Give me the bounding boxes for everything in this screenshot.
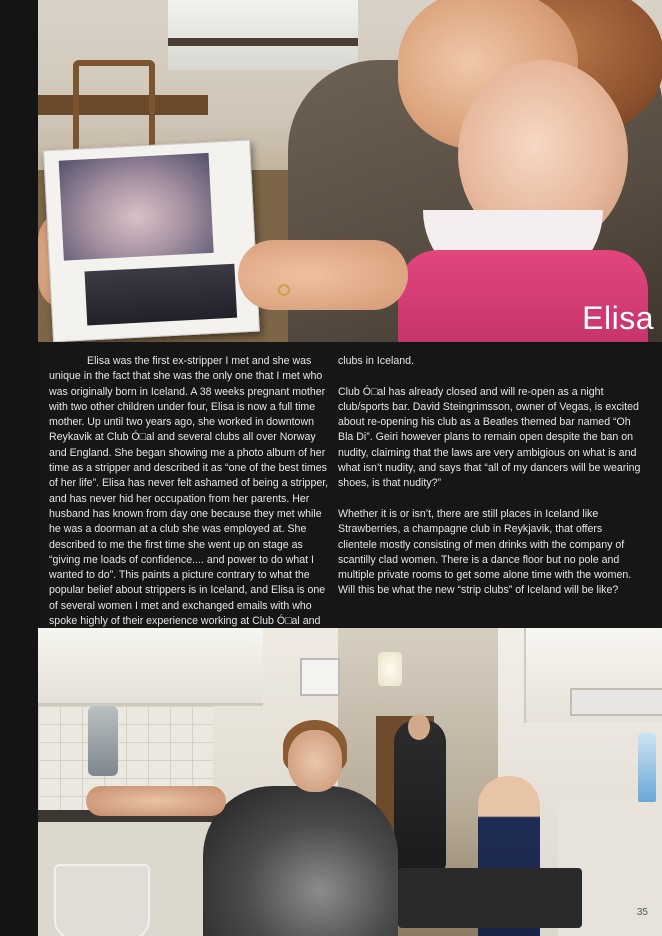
article-paragraph: Whether it is or isn’t, there are still places in Iceland like Strawberries, a champagne club in Reykjavik, that offers clientele mostly consisting of men drinks with the company of scantilly clad women. There is a dance floor but no pole and multiple private rooms to get some alone time with the women. Will this be what the new “strip clubs” of Iceland will be like? — [338, 507, 632, 597]
photo-album-picture-lower — [85, 264, 238, 326]
photo-chair — [73, 60, 155, 156]
photo-mother-and-baby — [38, 0, 662, 342]
article-body — [38, 342, 662, 628]
article-column-right — [338, 354, 642, 614]
photo-album — [43, 140, 260, 342]
photo-woman-body — [203, 786, 398, 936]
photo-microwave — [300, 658, 340, 696]
photo-upper-cabinets-left — [38, 628, 263, 706]
photo-chair-back — [398, 868, 582, 928]
photo-name-label: Elisa — [582, 300, 654, 336]
photo-album-picture — [59, 153, 214, 261]
photo-blender — [88, 706, 118, 776]
article-paragraph: clubs in Iceland. — [338, 355, 414, 367]
photo-kitchen-scene — [38, 628, 662, 936]
photo-woman-face — [288, 730, 342, 792]
article-paragraph — [49, 354, 332, 645]
page-number: 35 — [636, 907, 648, 918]
photo-man-holding-baby — [394, 720, 446, 870]
left-margin-band — [0, 0, 38, 936]
photo-mother-arm — [238, 240, 408, 310]
photo-window-frame — [168, 38, 358, 46]
photo-range-hood — [570, 688, 662, 716]
article-column-left — [49, 354, 332, 660]
photo-water-bottle — [638, 732, 656, 802]
photo-window — [168, 0, 358, 70]
photo-man-head — [408, 714, 430, 740]
article-paragraph-text: Elisa was the first ex-stripper I met and she was unique in the fact that she was the only one that I met who was originally born in Iceland. A 38 weeks pregnant mother with two other children under four, Elisa is now a full time mother. Up until two years ago, she worked in downtown Reykavik at Club Ó□al and several clubs all over Norway and England. She began showing me a photo album of her time as a stripper and described it as “one of the best times of her life”. Elisa has never felt ashamed of being a stripper, and has never hid her occupation from her parents. Her husband has known from day one because they met while he was a doorman at a club she was employed at. She described to me the first time she went up on stage as “giving me loads of confidence.... and power to do what I wanted to do”. This paints a picture contrary to what the popular belief about strippers is in Iceland, and Elisa is one of several women I met and exchanged emails with who spoke highly of their experience working at Club Ó□al and — [49, 355, 329, 628]
photo-ceiling-lamp — [378, 652, 402, 686]
photo-woman-arm — [86, 786, 226, 816]
photo-wedding-ring — [278, 284, 290, 296]
article-paragraph: Club Ó□al has already closed and will re-open as a night club/sports bar. David Steingrimsson, owner of Vegas, is excited about re-opening his club as a Beatles themed bar named “Oh Bla Di”. Geiri however plans to remain open despite the ban on nudity, claiming that the laws are very ambigious on what is and what isn’t nudity, and says that “all of my dancers will be wearing shoes, is that nudity?” — [338, 385, 641, 490]
photo-glass — [54, 864, 150, 936]
